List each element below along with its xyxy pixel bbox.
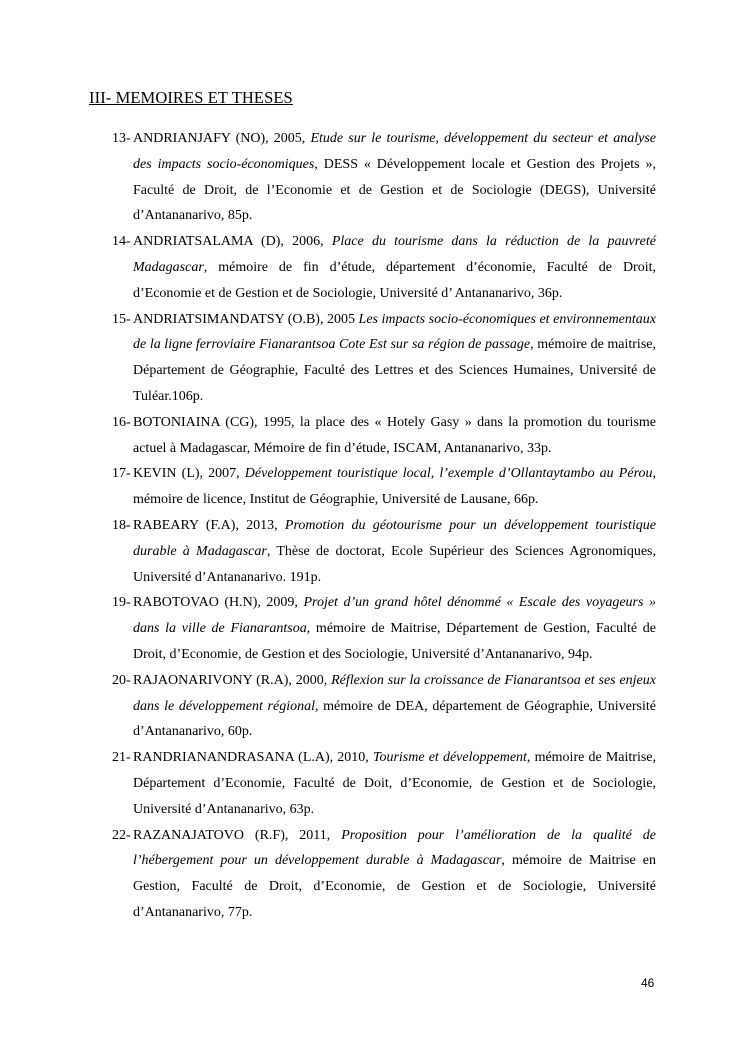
entry-number: 16- (112, 414, 131, 430)
entry-title: Promotion du géotourisme pour un développement touristique durable à Madagascar (133, 517, 656, 559)
bibliography-entry (112, 513, 656, 590)
entry-title: , Développement touristique local, l’exemple d’Ollantaytambo au Pérou (236, 466, 653, 482)
entry-number: 19- (112, 595, 131, 611)
entry-number: 18- (112, 517, 131, 533)
bibliography-entry (112, 307, 656, 410)
page-number: 46 (641, 976, 655, 990)
entry-author: ANDRIANJAFY (NO), 2005, (133, 131, 311, 146)
entry-details: , DESS « Développement locale et Gestion des Projets », Faculté de Droit, de l’Economie et de Gestion et de Sociologie (DEGS), Université d’Antananarivo, 85p. (133, 156, 656, 224)
entry-author: RANDRIANANDRASANA (L.A), 2010, (133, 750, 373, 766)
entry-title: Les impacts socio-économiques et environnementaux de la ligne ferroviaire Fianarantsoa Cote Est sur sa région de passage (133, 311, 656, 353)
entry-author: RABEARY (F.A), 2013, (133, 517, 285, 533)
entry-number: 21- (112, 750, 131, 766)
entry-number: 20- (112, 672, 131, 688)
entry-title: Proposition pour l’amélioration de la qualité de l’hébergement pour un développement durable à Madagascar (133, 827, 656, 869)
entry-details: , mémoire de Maitrise en Gestion, Faculté de Droit, d’Economie, de Gestion et de Sociologie, Université d’Antananarivo, 77p. (133, 853, 656, 920)
entry-author: KEVIN (L), 2007 (133, 466, 237, 482)
entry-author: RABOTOVAO (H.N), 2009, (133, 595, 304, 611)
entry-title: Tourisme et développement (372, 750, 527, 766)
entry-details: , mémoire de Maitrise, Département d’Economie, Faculté de Doit, d’Economie, de Gestion et de Sociologie, Université d’Antananarivo, 63p. (133, 750, 656, 817)
entry-author: BOTONIAINA (CG), 1995, la place des « Hotely Gasy » dans la promotion du tourisme actuel à Madagascar, Mémoire de fin d’étude, ISCAM, Antananarivo, 33p. (133, 414, 656, 456)
bibliography-list (112, 126, 656, 926)
entry-details: , mémoire de DEA, département de Géographie, Université d’Antananarivo, 60p. (133, 698, 656, 740)
bibliography-entry (112, 126, 656, 229)
bibliography-entry (112, 410, 656, 462)
entry-title: Etude sur le tourisme, développement du secteur et analyse des impacts socio-économiques (133, 131, 656, 172)
entry-details: , mémoire de maitrise, Département de Géographie, Faculté des Lettres et des Sciences Humaines, Université de Tuléar.106p. (133, 337, 656, 404)
bibliography-entry (112, 461, 656, 513)
entry-number: 17- (112, 466, 131, 482)
entry-author: ANDRIATSALAMA (D), 2006, (133, 234, 332, 250)
entry-details: , mémoire de licence, Institut de Géographie, Université de Lausane, 66p. (133, 466, 656, 508)
bibliography-entry (112, 668, 656, 745)
entry-author: RAZANAJATOVO (R.F), 2011, (133, 827, 342, 843)
entry-number: 13- (112, 131, 131, 146)
entry-author: RAJAONARIVONY (R.A), 2000, (133, 672, 332, 688)
bibliography-entry (112, 745, 656, 822)
entry-details: , mémoire de fin d’étude, département d’économie, Faculté de Droit, d’Economie et de Gestion et de Sociologie, Université d’ Antananarivo, 36p. (133, 259, 656, 301)
bibliography-entry (112, 229, 656, 306)
bibliography-entry (112, 823, 656, 926)
entry-title: Place du tourisme dans la réduction de la pauvreté Madagascar (133, 234, 656, 275)
entry-author: ANDRIATSIMANDATSY (O.B), 2005 (133, 311, 359, 327)
entry-number: 22- (112, 827, 131, 843)
entry-title: Réflexion sur la croissance de Fianarantsoa et ses enjeux dans le développement régional (133, 672, 656, 714)
entry-details: , Thèse de doctorat, Ecole Supérieur des Sciences Agronomiques, Université d’Antananarivo. 191p. (133, 543, 657, 585)
section-heading: III- MEMOIRES ET THESES (89, 88, 293, 107)
entry-details: , mémoire de Maitrise, Département de Gestion, Faculté de Droit, d’Economie, de Gestion et des Sociologie, Université d’Antananarivo, 94p. (133, 621, 656, 662)
entry-number: 15- (112, 311, 131, 327)
entry-number: 14- (112, 234, 131, 250)
bibliography-entry (112, 590, 656, 667)
entry-title: Projet d’un grand hôtel dénommé « Escale des voyageurs » dans la ville de Fianarantsoa (133, 595, 656, 637)
